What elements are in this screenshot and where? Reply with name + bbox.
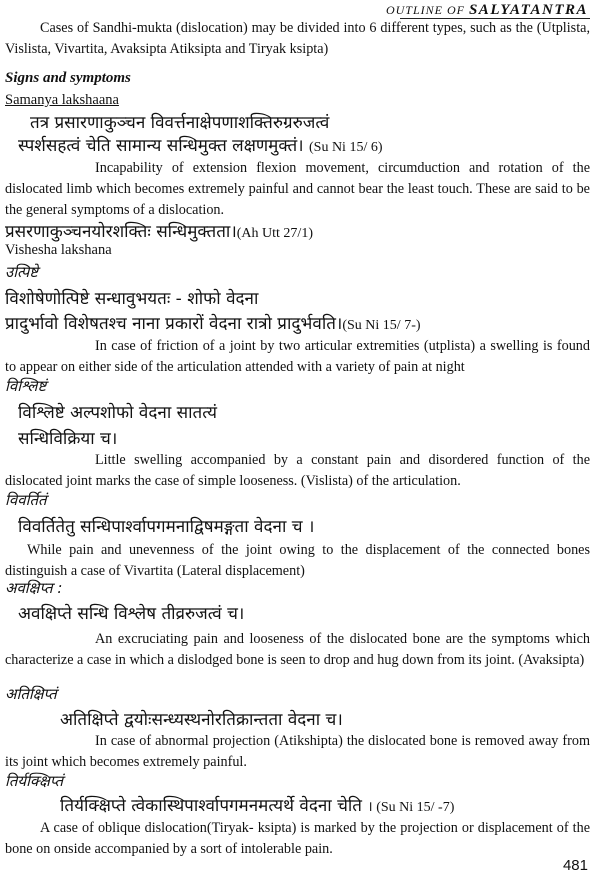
tiryak-verse-1-ref: । (Su Ni 15/ -7) xyxy=(367,800,455,815)
samanya-verse-3-text: प्रसरणाकुञ्चनयोरशक्तिः सन्धिमुक्तता। xyxy=(5,222,237,242)
samanya-verse-2-ref: (Su Ni 15/ 6) xyxy=(309,140,383,155)
tiryak-verse-1 xyxy=(0,793,600,816)
header-title: SALYATANTRA xyxy=(468,2,588,18)
avaksipta-verse-1: अवक्षिप्ते सन्धि विश्लेष तीव्ररुजत्वं च। xyxy=(18,604,245,624)
vivartita-paragraph: While pain and unevenness of the joint owing to the displacement of the connected bones distinguish a case of Vivartita (Lateral displacement) xyxy=(5,542,590,579)
samanya-verse-3-ref: (Ah Utt 27/1) xyxy=(236,226,313,241)
vivartita-verse-1: विवर्तितेतु सन्धिपार्श्वापगमनाद्विषमङ्गता वेदना च । xyxy=(18,517,315,537)
section-heading: Signs and symptoms xyxy=(5,70,131,86)
atiksipta-verse-1: अतिक्षिप्ते द्वयोःसन्ध्यस्थनोरतिक्रान्तता वेदना च। xyxy=(60,710,343,730)
vislista-verse-2: सन्धिविक्रिया च। xyxy=(18,429,118,449)
utplista-verse-2-ref: (Su Ni 15/ 7-) xyxy=(342,318,421,333)
samanya-verse-2-text: स्पर्शसहत्वं चेति सामान्य सन्धिमुक्त लक्षणमुक्तं। xyxy=(18,136,304,156)
samanya-paragraph: Incapability of extension flexion movement, circumduction and rotation of the dislocated limb which becomes extremely painful and cannot bear the least touch. These are said to be the general symptoms of a dislocation. xyxy=(5,160,590,218)
avaksipta-label: अवक्षिप्त : xyxy=(5,579,63,597)
header-prefix: OUTLINE OF xyxy=(385,3,469,17)
avaksipta-paragraph: An excruciating pain and looseness of the dislocated bone are the symptoms which characterize a case in which a dislodged bone is seen to drop and hug down from its joint. (Avaksipta) xyxy=(5,631,590,668)
samanya-verse-3 xyxy=(0,219,600,242)
vivartita-label: विवर्तितं xyxy=(5,491,47,509)
utplista-verse-2 xyxy=(0,311,600,334)
intro-paragraph: Cases of Sandhi-mukta (dislocation) may be divided into 6 different types, such as the (Utplista, Vislista, Vivartita, Avaksipta Atiksipta and Tiryak ksipta) xyxy=(5,20,590,57)
tiryak-label: तिर्यक्क्षिप्तं xyxy=(5,772,64,790)
utplista-paragraph: In case of friction of a joint by two articular extremities (utplista) a swelling is found to appear on either side of the articulation attended with a variety of pain at night xyxy=(5,338,590,375)
utplista-verse-2-text: प्रादुर्भावो विशेषतश्च नाना प्रकारों वेदना रात्रो प्रादुर्भवति। xyxy=(5,314,343,334)
utplista-verse-1: विशोषेणोत्पिष्टे सन्धावुभयतः - शोफो वेदना xyxy=(5,289,259,309)
page-number: 481 xyxy=(562,857,588,874)
tiryak-verse-1-text: तिर्यक्क्षिप्ते त्वेकास्थिपार्श्वापगमनमत्यर्थे वेदना चेति xyxy=(60,796,362,816)
vislista-paragraph: Little swelling accompanied by a constant pain and disordered function of the dislocated joint marks the case of simple looseness. (Vislista) of the articulation. xyxy=(5,452,590,489)
utplista-label: उत्पिष्टे xyxy=(5,263,38,281)
running-header xyxy=(386,2,588,19)
vislista-label: विश्लिष्टं xyxy=(5,377,47,395)
atiksipta-label: अतिक्षिप्तं xyxy=(5,685,57,703)
tiryak-paragraph: A case of oblique dislocation(Tiryak- ksipta) is marked by the projection or displacement of the bone on onside accompanied by a sort of intolerable pain. xyxy=(5,820,590,857)
samanya-label: Samanya lakshaana xyxy=(5,92,119,108)
samanya-verse-1: तत्र प्रसारणाकुञ्चन विवर्त्तनाक्षेपणाशक्तिरुग्ररुजत्वं xyxy=(30,113,330,133)
samanya-verse-2 xyxy=(0,133,600,156)
vislista-verse-1: विश्लिष्टे अल्पशोफो वेदना सातत्यं xyxy=(18,403,218,423)
vishesha-label: Vishesha lakshana xyxy=(5,242,112,258)
atiksipta-paragraph: In case of abnormal projection (Atikshipta) the dislocated bone is removed away from its joint which becomes extremely painful. xyxy=(5,733,590,770)
